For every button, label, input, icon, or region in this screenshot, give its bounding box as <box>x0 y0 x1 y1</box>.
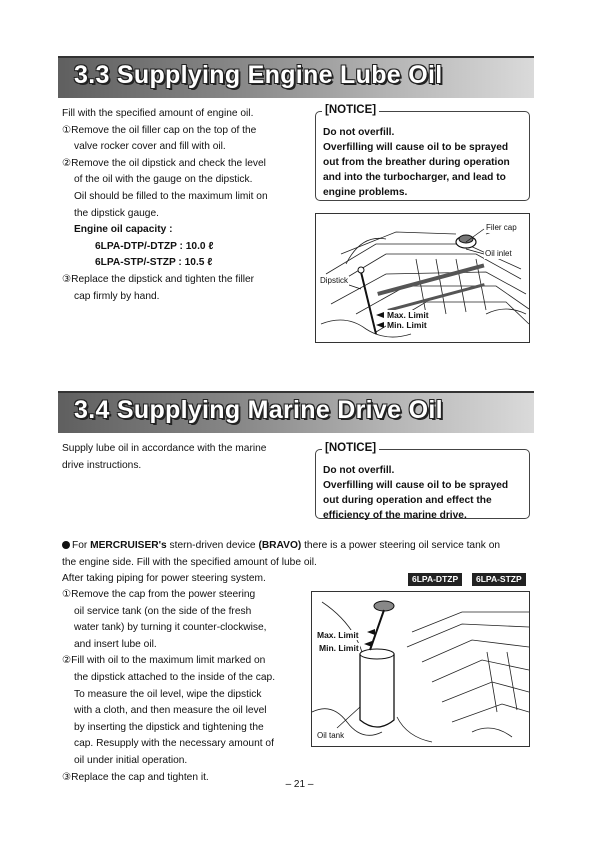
section-3-3-banner <box>58 56 534 98</box>
max-limit-label: Max. Limit <box>387 310 429 320</box>
dipstick-label: Dipstick <box>320 276 349 285</box>
intro-text: Fill with the specified amount of engine oil. <box>62 108 254 119</box>
notice-line: Do not overfill. <box>323 465 395 476</box>
step-2-line: oil under initial operation. <box>74 754 188 766</box>
step-2-line: To measure the oil level, wipe the dipstick <box>74 688 262 700</box>
oil-tank-figure <box>311 591 530 747</box>
step-1-line: and insert lube oil. <box>74 638 157 650</box>
section-3-4-intro <box>62 441 302 474</box>
step-2-line: cap. Resupply with the necessary amount of <box>74 738 274 750</box>
capacity-value: 6LPA-DTP/-DTZP : 10.0 ℓ <box>95 240 214 252</box>
bullet-text: stern-driven device <box>166 540 259 551</box>
step-2-line: by inserting the dipstick and tightening the <box>74 721 264 733</box>
model-name: (BRAVO) <box>258 540 302 551</box>
step-1-line: ①Remove the cap from the power steering <box>62 589 256 600</box>
bullet-line-2: the engine side. Fill with the specified amount of lube oil. <box>62 556 317 568</box>
oil-tank-label: Oil tank <box>317 731 345 740</box>
section-3-4-steps <box>62 587 294 786</box>
intro-line: Supply lube oil in accordance with the marine <box>62 443 267 454</box>
notice-line: efficiency of the marine drive. <box>323 510 467 521</box>
notice-line: Overfilling will cause oil to be sprayed <box>323 480 509 491</box>
notice-line: out from the breather during operation <box>323 157 510 168</box>
step-1-line: oil service tank (on the side of the fresh <box>74 605 252 617</box>
model-tag: 6LPA-STZP <box>472 573 526 586</box>
step-2-line: the dipstick gauge. <box>74 207 159 219</box>
oil-inlet-label: Oil inlet <box>485 249 512 258</box>
section-3-4-title: 3.4 Supplying Marine Drive Oil <box>74 396 443 424</box>
engine-oil-figure <box>315 213 530 343</box>
notice-line: and into the turbocharger, and lead to <box>323 172 506 183</box>
page-number: – 21 – <box>285 779 314 790</box>
bullet-icon <box>62 541 70 549</box>
section-3-3-title: 3.3 Supplying Engine Lube Oil <box>74 61 443 89</box>
capacity-value: 6LPA-STP/-STZP : 10.5 ℓ <box>95 257 213 269</box>
notice-line: engine problems. <box>323 187 408 198</box>
notice-heading: [NOTICE] <box>322 442 379 454</box>
step-1-line: ①Remove the oil filler cap on the top of the <box>62 124 257 136</box>
section-3-3-instructions <box>62 106 292 305</box>
notice-line: Do not overfill. <box>323 127 395 138</box>
step-2-line: ②Remove the oil dipstick and check the level <box>62 157 266 169</box>
model-tag: 6LPA-DTZP <box>408 573 462 586</box>
notice-body <box>323 463 523 523</box>
notice-line: Overfilling will cause oil to be sprayed <box>323 142 509 153</box>
min-limit-label: Min. Limit <box>387 320 427 330</box>
notice-box <box>315 104 530 201</box>
notice-body <box>323 125 523 200</box>
step-2-line: the dipstick attached to the inside of the cap. <box>74 671 276 683</box>
step-2-line: with a cloth, and then measure the oil level <box>74 705 267 717</box>
notice-rule <box>386 111 521 112</box>
filler-cap-label: Filer cap <box>486 223 517 232</box>
intro-line: drive instructions. <box>62 459 142 471</box>
step-3-line: cap firmly by hand. <box>74 290 160 302</box>
notice-heading: [NOTICE] <box>322 104 379 116</box>
step-1-line: water tank) by turning it counter-clockwise, <box>74 622 267 634</box>
oil-tank-illustration <box>312 592 529 746</box>
mercruiser-paragraph <box>62 538 542 588</box>
notice-rule <box>386 449 521 450</box>
after-piping-text: After taking piping for power steering system. <box>62 573 266 585</box>
step-3-line: ③Replace the dipstick and tighten the filler <box>62 273 255 285</box>
bullet-text: For <box>72 540 91 551</box>
bullet-line <box>62 538 542 555</box>
step-1-line: valve rocker cover and fill with oil. <box>74 141 226 153</box>
brand-name: MERCRUISER's <box>90 540 167 551</box>
min-limit-label: Min. Limit <box>319 643 359 653</box>
bullet-text: there is a power steering oil service tank on <box>301 540 501 551</box>
notice-box <box>315 442 530 521</box>
step-2-line: of the oil with the gauge on the dipstick. <box>74 174 253 186</box>
step-3-line: ③Replace the cap and tighten it. <box>62 771 209 783</box>
capacity-label: Engine oil capacity : <box>74 224 173 236</box>
max-limit-label: Max. Limit <box>317 630 359 640</box>
step-2-line: ②Fill with oil to the maximum limit marked on <box>62 655 266 667</box>
step-2-line: Oil should be filled to the maximum limit on <box>74 190 268 202</box>
notice-line: out during operation and effect the <box>323 495 492 506</box>
section-3-4-banner <box>58 391 534 433</box>
